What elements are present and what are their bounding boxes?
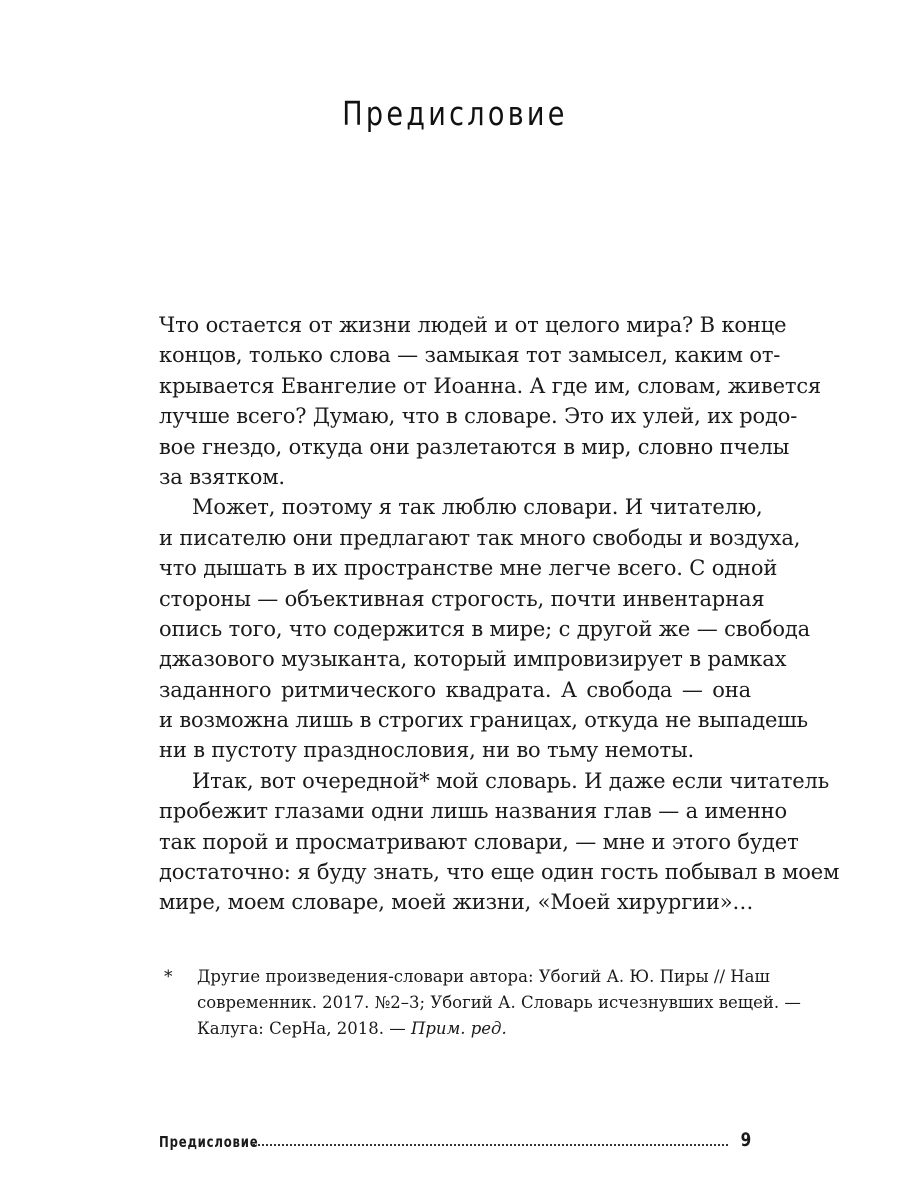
footnote-citation: Калуга: СерНа, 2018. — bbox=[197, 1019, 411, 1038]
body-line: мире, моем словаре, моей жизни, «Моей хирургии»… bbox=[159, 890, 754, 915]
body-line: и писателю они предлагают так много свободы и воздуха, bbox=[159, 525, 801, 550]
leader-dots bbox=[253, 1143, 728, 1146]
footnote-line: современник. 2017. №2–3; Убогий А. Словарь исчезнувших вещей. — bbox=[197, 993, 801, 1012]
running-footer bbox=[159, 1121, 751, 1151]
footnote-marker: * bbox=[164, 967, 173, 987]
body-line: и возможна лишь в строгих границах, откуда не выпадешь bbox=[159, 708, 808, 733]
body-line: так порой и просматривают словари, — мне и этого будет bbox=[159, 829, 799, 854]
editor-note: Прим. ред. bbox=[410, 1019, 507, 1038]
running-title: Предисловие bbox=[159, 1133, 259, 1151]
body-line: что дышать в их пространстве мне легче всего. С одной bbox=[159, 556, 778, 581]
body-line: стороны — объективная строгость, почти инвентарная bbox=[159, 586, 765, 611]
body-line: за взятком. bbox=[159, 464, 285, 489]
body-line: Может, поэтому я так люблю словари. И читателю, bbox=[192, 495, 763, 520]
body-line: лучше всего? Думаю, что в словаре. Это их улей, их родо- bbox=[159, 404, 798, 429]
body-line: ни в пустоту празднословия, ни во тьму немоты. bbox=[159, 738, 695, 763]
body-line: Итак, вот очередной* мой словарь. И даже если читатель bbox=[192, 768, 830, 793]
body-line: джазового музыканта, который импровизирует в рамках bbox=[159, 647, 787, 672]
body-line: опись того, что содержится в мире; с другой же — свобода bbox=[159, 616, 810, 641]
footnote-line bbox=[197, 1016, 752, 1042]
footnote-text bbox=[197, 964, 801, 1042]
footnote bbox=[159, 964, 801, 1042]
body-line: крывается Евангелие от Иоанна. А где им, словам, живется bbox=[159, 373, 822, 398]
body-text bbox=[159, 310, 840, 918]
body-line: пробежит глазами одни лишь названия глав — а именно bbox=[159, 799, 788, 824]
body-line: вое гнездо, откуда они разлетаются в мир, словно пчелы bbox=[159, 434, 790, 459]
body-line: концов, только слова — замыкая тот замысел, каким от- bbox=[159, 343, 781, 368]
body-line: достаточно: я буду знать, что еще один гость побывал в моем bbox=[159, 860, 840, 885]
body-line: заданного ритмического квадрата. А свобода — она bbox=[159, 677, 751, 702]
chapter-title: Предисловие bbox=[342, 94, 568, 133]
body-line: Что остается от жизни людей и от целого мира? В конце bbox=[159, 313, 787, 337]
page-number: 9 bbox=[740, 1129, 751, 1151]
footnote-line: Другие произведения-словари автора: Убогий А. Ю. Пиры // Наш bbox=[197, 967, 770, 986]
